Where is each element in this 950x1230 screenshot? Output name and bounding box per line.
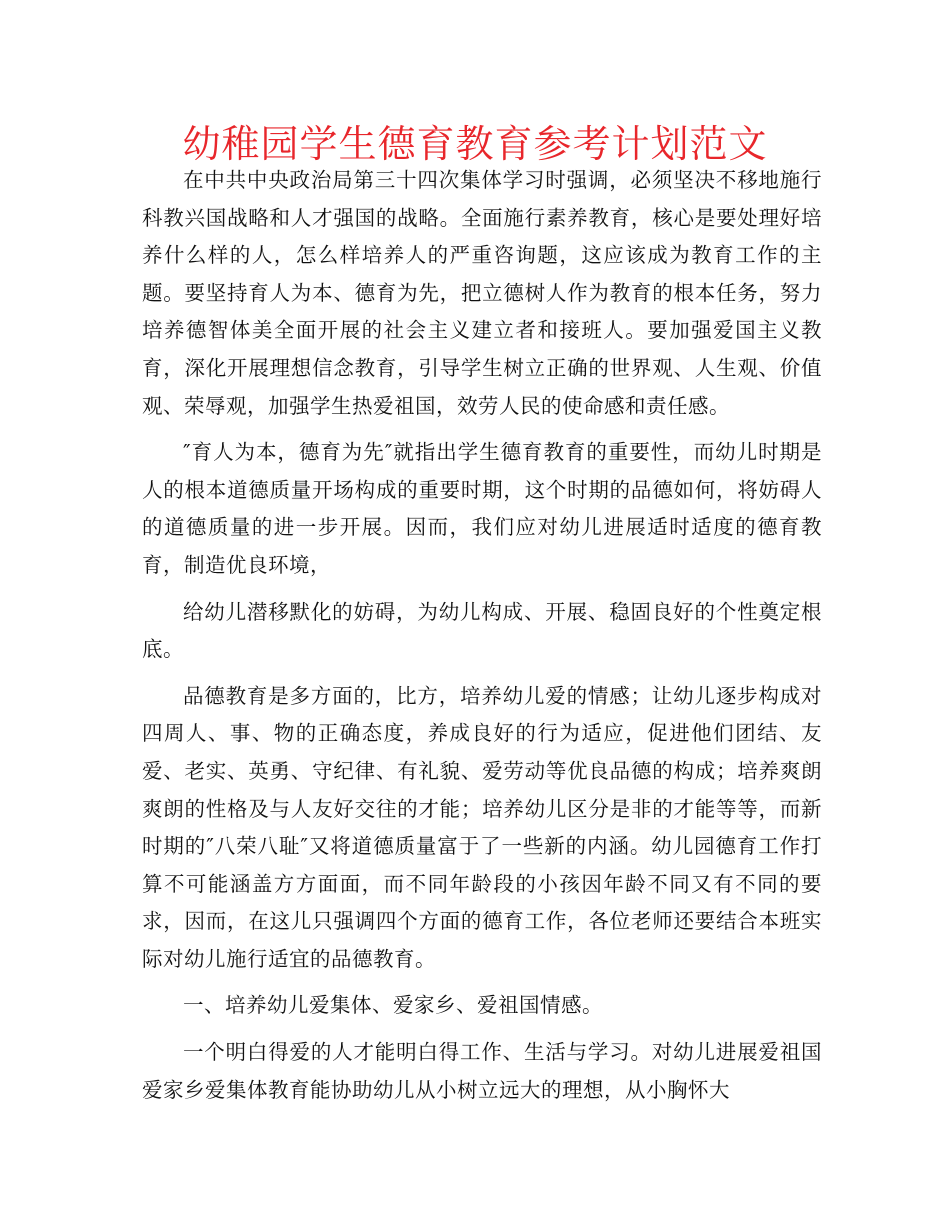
paragraph-spacer: [142, 1025, 822, 1034]
paragraph-spacer: [142, 425, 822, 434]
paragraph-spacer: [142, 585, 822, 594]
paragraph-4: 品德教育是多方面的，比方，培养幼儿爱的情感；让幼儿逐步构成对四周人、事、物的正确态度，养成良好的行为适应，促进他们团结、友爱、老实、英勇、守纪律、有礼貌、爱劳动等优良品德的构成；培养爽朗爽朗的性格及与人友好交往的才能；培养幼儿区分是非的才能等等，而新时期的″八荣八耻″又将道德质量富于了一些新的内涵。幼儿园德育工作打算不可能涵盖方方面面，而不同年龄段的小孩因年龄不同又有不同的要求，因而，在这儿只强调四个方面的德育工作，各位老师还要结合本班实际对幼儿施行适宜的品德教育。: [142, 683, 822, 971]
paragraph-spacer: [142, 669, 822, 678]
document-title: 幼稚园学生德育教育参考计划范文: [182, 122, 768, 166]
paragraph-spacer: [142, 978, 822, 987]
document-body: [142, 162, 822, 1109]
paragraph-2: ″育人为本，德育为先″就指出学生德育教育的重要性，而幼儿时期是人的根本道德质量开场构成的重要时期，这个时期的品德如何，将妨碍人的道德质量的进一步开展。因而，我们应对幼儿进展适时适度的德育教育，制造优良环境，: [142, 440, 822, 577]
section-heading-1: 一、培养幼儿爱集体、爱家乡、爱祖国情感。: [183, 993, 603, 1018]
paragraph-3: 给幼儿潜移默化的妨碍，为幼儿构成、开展、稳固良好的个性奠定根底。: [142, 599, 822, 662]
paragraph-1: 在中共中央政治局第三十四次集体学习时强调，必须坚决不移地施行科教兴国战略和人才强国的战略。全面施行素养教育，核心是要处理好培养什么样的人，怎么样培养人的严重咨询题，这应该成为教育工作的主题。要坚持育人为本、德育为先，把立德树人作为教育的根本任务，努力培养德智体美全面开展的社会主义建立者和接班人。要加强爱国主义教育，深化开展理想信念教育，引导学生树立正确的世界观、人生观、价值观、荣辱观，加强学生热爱祖国，效劳人民的使命感和责任感。: [142, 168, 822, 418]
paragraph-5: 一个明白得爱的人才能明白得工作、生活与学习。对幼儿进展爱祖国爱家乡爱集体教育能协助幼儿从小树立远大的理想，从小胸怀大: [142, 1040, 822, 1102]
